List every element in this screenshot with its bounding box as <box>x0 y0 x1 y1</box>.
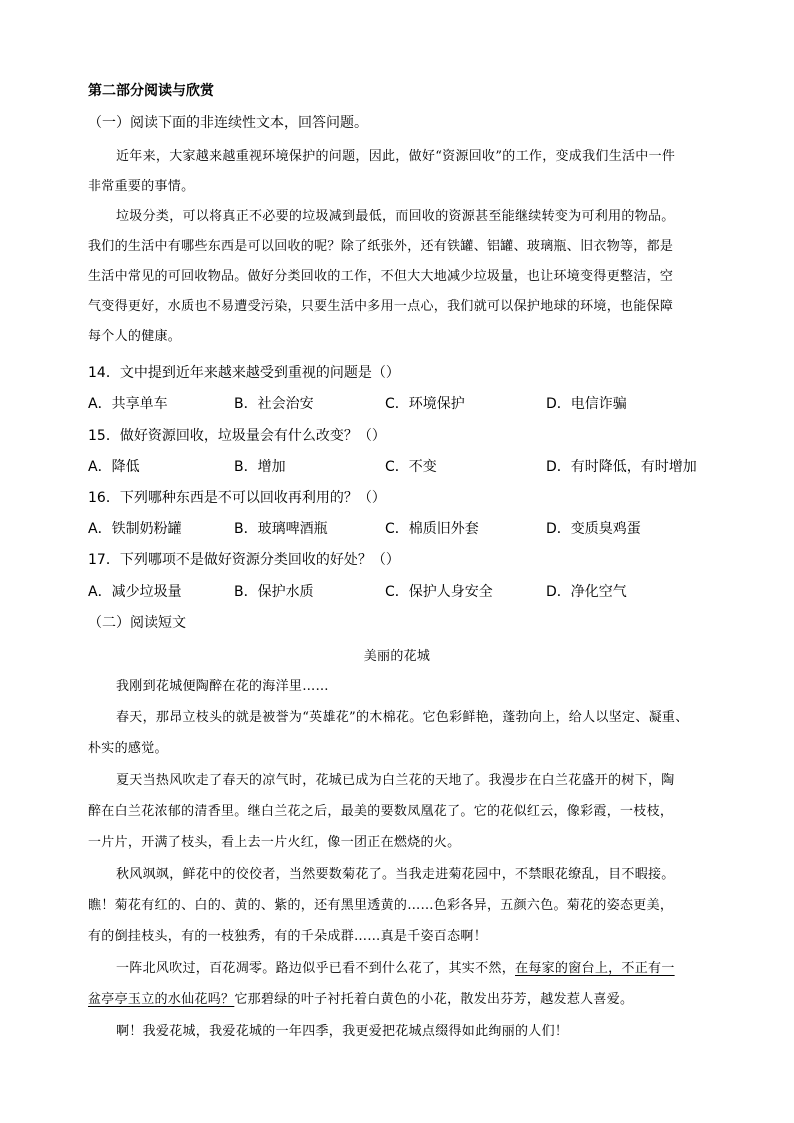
option-d: D．电信诈骗 <box>546 396 627 412</box>
question-stem-14: 14．文中提到近年来越来越受到重视的问题是（） <box>88 365 400 381</box>
option-c: C．保护人身安全 <box>385 584 493 600</box>
essay-line: 一片片，开满了枝头，看上去一片火红，像一团正在燃烧的火。 <box>88 835 461 850</box>
essay-line <box>88 991 633 1009</box>
option-b: B．玻璃啤酒瓶 <box>234 521 328 537</box>
section-title: 第二部分阅读与欣赏 <box>88 83 214 99</box>
essay-text: 一阵北风吹过，百花凋零。路边似乎已看不到什么花了，其实不然， <box>116 961 516 976</box>
essay-line: 朴实的感觉。 <box>88 741 168 756</box>
part2-heading: （二）阅读短文 <box>88 615 186 631</box>
option-c: C．环境保护 <box>385 396 465 412</box>
option-b: B．保护水质 <box>234 584 314 600</box>
part1-heading: （一）阅读下面的非连续性文本，回答问题。 <box>88 115 368 131</box>
passage-line: 非常重要的事情。 <box>88 179 195 194</box>
passage-line: 气变得更好，水质也不易遭受污染，只要生活中多用一点心，我们就可以保护地球的环境，也能保障 <box>88 299 674 314</box>
essay-title: 美丽的花城 <box>363 649 431 664</box>
question-stem-15: 15．做好资源回收，垃圾量会有什么改变？（） <box>88 428 386 444</box>
essay-line: 春天，那昂立枝头的就是被誉为“英雄花”的木棉花。它色彩鲜艳，蓬勃向上，给人以坚定、凝重、 <box>116 710 689 725</box>
essay-line <box>116 960 675 978</box>
option-a: A．减少垃圾量 <box>88 584 182 600</box>
essay-line: 夏天当热风吹走了春天的凉气时，花城已成为白兰花的天地了。我漫步在白兰花盛开的树下，陶 <box>116 773 675 788</box>
question-stem-17: 17．下列哪项不是做好资源分类回收的好处？（） <box>88 552 400 568</box>
option-b: B．社会治安 <box>234 396 314 412</box>
option-a: A．共享单车 <box>88 396 168 412</box>
essay-line: 醉在白兰花浓郁的清香里。继白兰花之后，最美的要数凤凰花了。它的花似红云，像彩霞，一枝枝， <box>88 804 674 819</box>
passage-line: 生活中常见的可回收物品。做好分类回收的工作，不但大大地减少垃圾量，也让环境变得更整洁，空 <box>88 269 674 284</box>
question-stem-16: 16．下列哪种东西是不可以回收再利用的？（） <box>88 490 386 506</box>
option-b: B．增加 <box>234 459 286 475</box>
passage-line: 每个人的健康。 <box>88 329 182 344</box>
option-c: C．不变 <box>385 459 437 475</box>
option-d: D．变质臭鸡蛋 <box>546 521 641 537</box>
option-a: A．降低 <box>88 459 140 475</box>
essay-line: 啊！我爱花城，我爱花城的一年四季，我更爱把花城点缀得如此绚丽的人们！ <box>116 1024 569 1039</box>
underlined-sentence: 盆亭亭玉立的水仙花吗？ <box>88 992 235 1007</box>
option-d: D．有时降低，有时增加 <box>546 459 697 475</box>
passage-line: 我们的生活中有哪些东西是可以回收的呢？除了纸张外，还有铁罐、铝罐、玻璃瓶、旧衣物等，都是 <box>88 239 674 254</box>
underlined-sentence: 在每家的窗台上，不正有一 <box>515 961 675 976</box>
essay-line: 秋风飒飒，鲜花中的佼佼者，当然要数菊花了。当我走进菊花园中，不禁眼花缭乱，目不暇接。 <box>116 867 675 882</box>
passage-line: 垃圾分类，可以将真正不必要的垃圾减到最低，而回收的资源甚至能继续转变为可利用的物品。 <box>116 209 675 224</box>
essay-line: 瞧！菊花有红的、白的、黄的、紫的，还有黑里透黄的……色彩各异，五颜六色。菊花的姿态更美， <box>88 898 674 913</box>
essay-line: 有的倒挂枝头，有的一枝独秀，有的千朵成群……真是千姿百态啊！ <box>88 929 488 944</box>
essay-line: 我刚到花城便陶醉在花的海洋里…… <box>116 679 329 694</box>
option-c: C．棉质旧外套 <box>385 521 479 537</box>
option-a: A．铁制奶粉罐 <box>88 521 182 537</box>
option-d: D．净化空气 <box>546 584 627 600</box>
essay-text: 它那碧绿的叶子衬托着白黄色的小花，散发出芬芳，越发惹人喜爱。 <box>234 992 634 1007</box>
passage-line: 近年来，大家越来越重视环境保护的问题，因此，做好“资源回收”的工作，变成我们生活中一件 <box>116 149 676 164</box>
